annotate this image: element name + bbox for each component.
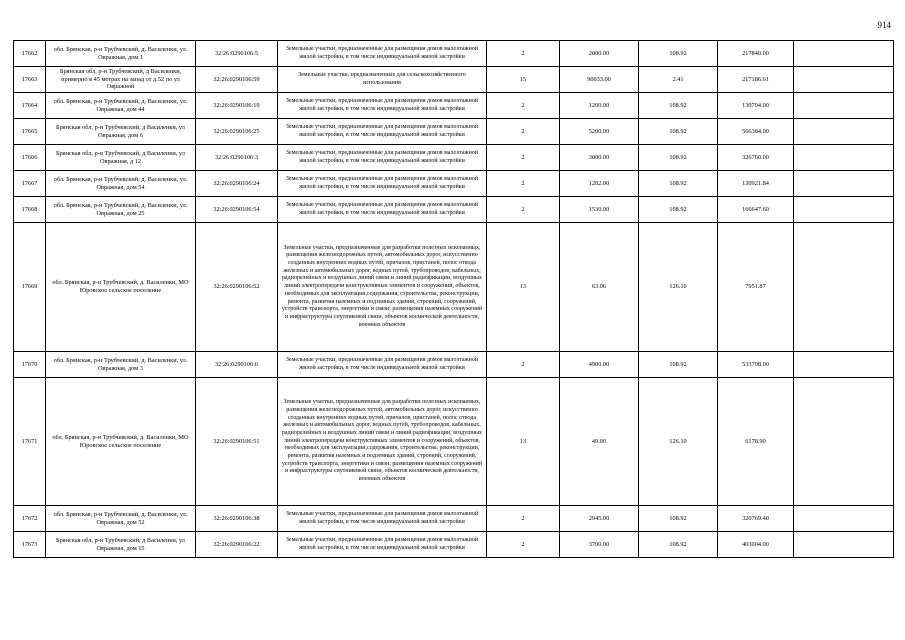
page-number: 914: [877, 20, 891, 30]
cadastral-value-table: [13, 40, 894, 558]
rate-cell: 2.41: [639, 67, 718, 93]
table-row: [14, 145, 894, 171]
rate-cell: 108.92: [639, 145, 718, 171]
empty-cell: [794, 223, 894, 352]
table-row: [14, 93, 894, 119]
cadastral-number-cell: 32:26:0290106:54: [196, 197, 278, 223]
address-cell: обл. Брянская, р-н Трубчевский, д. Василенки, ул. Овражная, дом 1: [46, 41, 196, 67]
row-number: 17666: [14, 145, 46, 171]
cadastral-value-cell: 6178.90: [718, 378, 794, 506]
land-use-cell: Земельные участки, предназначенные для размещения домов малоэтажной жилой застройки, в том числе индивидуальной жилой застройки: [278, 41, 487, 67]
address-cell: Брянская обл, р-н Трубчевский, д Василенки, ул Овражная, дом 15: [46, 532, 196, 558]
group-cell: 2: [487, 93, 560, 119]
cadastral-number-cell: 32:26:0290106:5: [196, 41, 278, 67]
area-cell: 49.00: [560, 378, 639, 506]
row-number: 17664: [14, 93, 46, 119]
empty-cell: [794, 67, 894, 93]
address-cell: Брянская обл, р-н Трубчевский, д Василенки, ул Овражная, д 12: [46, 145, 196, 171]
rate-cell: 108.92: [639, 197, 718, 223]
rate-cell: 108.92: [639, 171, 718, 197]
rate-cell: 126.10: [639, 223, 718, 352]
empty-cell: [794, 506, 894, 532]
cadastral-value-cell: 326760.00: [718, 145, 794, 171]
rate-cell: 108.92: [639, 41, 718, 67]
land-use-cell: Земельные участки, предназначенные для размещения домов малоэтажной жилой застройки, в том числе индивидуальной жилой застройки: [278, 145, 487, 171]
empty-cell: [794, 41, 894, 67]
cadastral-value-cell: 320769.40: [718, 506, 794, 532]
row-number: 17671: [14, 378, 46, 506]
empty-cell: [794, 171, 894, 197]
empty-cell: [794, 352, 894, 378]
cadastral-number-cell: 32:26:0290106:51: [196, 378, 278, 506]
cadastral-number-cell: 32:26:0290106:52: [196, 223, 278, 352]
row-number: 17668: [14, 197, 46, 223]
rate-cell: 108.92: [639, 532, 718, 558]
area-cell: 90033.00: [560, 67, 639, 93]
empty-cell: [794, 145, 894, 171]
cadastral-value-cell: 566384.00: [718, 119, 794, 145]
rate-cell: 108.92: [639, 506, 718, 532]
area-cell: 1200.00: [560, 93, 639, 119]
table-row: [14, 67, 894, 93]
address-cell: обл. Брянская, р-н Трубчевский, д. Василенки, ул. Овражная, дом 25: [46, 197, 196, 223]
row-number: 17663: [14, 67, 46, 93]
area-cell: 63.06: [560, 223, 639, 352]
cadastral-number-cell: 32:26:0290106:38: [196, 506, 278, 532]
address-cell: Брянская обл, р-н Трубчевский, д Василенки, примерно в 45 метрах на запад от д.52 по ул Овражной: [46, 67, 196, 93]
group-cell: 13: [487, 378, 560, 506]
empty-cell: [794, 197, 894, 223]
group-cell: 2: [487, 119, 560, 145]
empty-cell: [794, 378, 894, 506]
row-number: 17669: [14, 223, 46, 352]
group-cell: 2: [487, 171, 560, 197]
group-cell: 15: [487, 67, 560, 93]
cadastral-value-cell: 533708.00: [718, 352, 794, 378]
land-use-cell: Земельные участки, предназначенные для разработки полезных ископаемых, размещения железнодорожных путей, автомобильных дорог, искусственно созданных внутренних водных путей, причалов, пристаней, полос отвода железных и автомобильных дорог, водных путей, трубопроводов, кабельных, радиорелейных и воздушных линий связи и линий радиофикации, воздушных линий электропередачи конструктивных элементов и сооружений, объектов, необходимых для эксплуатации,содержания, строительства, реконструкции, ремонта, развития наземных и подземных зданий, строений, сооружений, устройств транспорта, энергетики и связи; размещения наземных сооружений и инфраструктуры спутниковой связи, объектов космической деятельности, военных объектов: [278, 378, 487, 506]
land-use-cell: Земельные участки, предназначенные для размещения домов малоэтажной жилой застройки, в том числе индивидуальной жилой застройки: [278, 352, 487, 378]
table-row: [14, 506, 894, 532]
empty-cell: [794, 119, 894, 145]
area-cell: 2945.00: [560, 506, 639, 532]
land-use-cell: Земельные участки, предназначенные для размещения домов малоэтажной жилой застройки, в том числе индивидуальной жилой застройки: [278, 532, 487, 558]
cadastral-number-cell: 32:26:0290106:3: [196, 145, 278, 171]
cadastral-value-cell: 130704.00: [718, 93, 794, 119]
area-cell: 1530.00: [560, 197, 639, 223]
row-number: 17667: [14, 171, 46, 197]
land-use-cell: Земельные участки, предназначенные для размещения домов малоэтажной жилой застройки, в том числе индивидуальной жилой застройки: [278, 506, 487, 532]
cadastral-number-cell: 32:26:0290106:19: [196, 93, 278, 119]
address-cell: обл. Брянская, р-н Трубчевский, д. Василенки, ул. Овражная, дом 3: [46, 352, 196, 378]
cadastral-number-cell: 32:26:0290106:6: [196, 352, 278, 378]
table-row: [14, 197, 894, 223]
table-row: [14, 532, 894, 558]
empty-cell: [794, 532, 894, 558]
group-cell: 2: [487, 41, 560, 67]
rate-cell: 108.92: [639, 93, 718, 119]
group-cell: 2: [487, 145, 560, 171]
cadastral-value-cell: 7951.87: [718, 223, 794, 352]
row-number: 17672: [14, 506, 46, 532]
rate-cell: 108.92: [639, 119, 718, 145]
area-cell: 4900.00: [560, 352, 639, 378]
area-cell: 3700.00: [560, 532, 639, 558]
land-use-cell: Земельные участки, предназначенные для размещения домов малоэтажной жилой застройки, в том числе индивидуальной жилой застройки: [278, 119, 487, 145]
address-cell: обл. Брянская, р-н Трубчевский, д. Василенки, ул. Овражная, дом 44: [46, 93, 196, 119]
address-cell: обл. Брянская, р-н Трубчевский, д. Василенки, МО Юровское сельское поселение: [46, 223, 196, 352]
row-number: 17665: [14, 119, 46, 145]
group-cell: 2: [487, 532, 560, 558]
rate-cell: 108.92: [639, 352, 718, 378]
cadastral-number-cell: 32:26:0290106:25: [196, 119, 278, 145]
address-cell: Брянская обл, р-н Трубчевский, д Василенки, ул Овражная, дом 6: [46, 119, 196, 145]
row-number: 17662: [14, 41, 46, 67]
area-cell: 3000.00: [560, 145, 639, 171]
group-cell: 13: [487, 223, 560, 352]
table-row: [14, 41, 894, 67]
cadastral-value-cell: 130921.84: [718, 171, 794, 197]
table-row: [14, 119, 894, 145]
area-cell: 1202.00: [560, 171, 639, 197]
table-row: [14, 378, 894, 506]
cadastral-value-cell: 166647.60: [718, 197, 794, 223]
row-number: 17673: [14, 532, 46, 558]
land-use-cell: Земельные участки, предназначенные для разработки полезных ископаемых, размещения железнодорожных путей, автомобильных дорог, искусственно созданных внутренних водных путей, причалов, пристаней, полос отвода железных и автомобильных дорог, водных путей, трубопроводов, кабельных, радиорелейных и воздушных линий связи и линий радиофикации, воздушных линий электропередачи конструктивных элементов и сооружений, объектов, необходимых для эксплуатации,содержания, строительства, реконструкции, ремонта, развития наземных и подземных зданий, строений, сооружений, устройств транспорта, энергетики и связи; размещения наземных сооружений и инфраструктуры спутниковой связи, объектов космической деятельности, военных объектов: [278, 223, 487, 352]
group-cell: 2: [487, 197, 560, 223]
address-cell: обл. Брянская, р-н Трубчевский, д. Василенки, ул. Овражная, дом 54: [46, 171, 196, 197]
cadastral-number-cell: 32:26:0290106:22: [196, 532, 278, 558]
table-row: [14, 171, 894, 197]
table-row: [14, 223, 894, 352]
group-cell: 2: [487, 506, 560, 532]
cadastral-value-cell: 403004.00: [718, 532, 794, 558]
land-use-cell: Земельные участки, предназначенные для размещения домов малоэтажной жилой застройки, в том числе индивидуальной жилой застройки: [278, 171, 487, 197]
cadastral-value-cell: 217186.61: [718, 67, 794, 93]
address-cell: обл. Брянская, р-н Трубчевский, д. Василенки, МО Юровское сельское поселение: [46, 378, 196, 506]
land-use-cell: Земельные участки, предназначенные для сельскохозяйственного использования: [278, 67, 487, 93]
land-use-cell: Земельные участки, предназначенные для размещения домов малоэтажной жилой застройки, в том числе индивидуальной жилой застройки: [278, 93, 487, 119]
rate-cell: 126.10: [639, 378, 718, 506]
table-row: [14, 352, 894, 378]
cadastral-number-cell: 32:26:0290106:59: [196, 67, 278, 93]
address-cell: обл. Брянская, р-н Трубчевский, д. Василенки, ул. Овражная, дом 52: [46, 506, 196, 532]
group-cell: 2: [487, 352, 560, 378]
area-cell: 5200.00: [560, 119, 639, 145]
area-cell: 2000.00: [560, 41, 639, 67]
land-use-cell: Земельные участки, предназначенные для размещения домов малоэтажной жилой застройки, в том числе индивидуальной жилой застройки: [278, 197, 487, 223]
cadastral-number-cell: 32:26:0290106:24: [196, 171, 278, 197]
cadastral-value-cell: 217840.00: [718, 41, 794, 67]
row-number: 17670: [14, 352, 46, 378]
empty-cell: [794, 93, 894, 119]
